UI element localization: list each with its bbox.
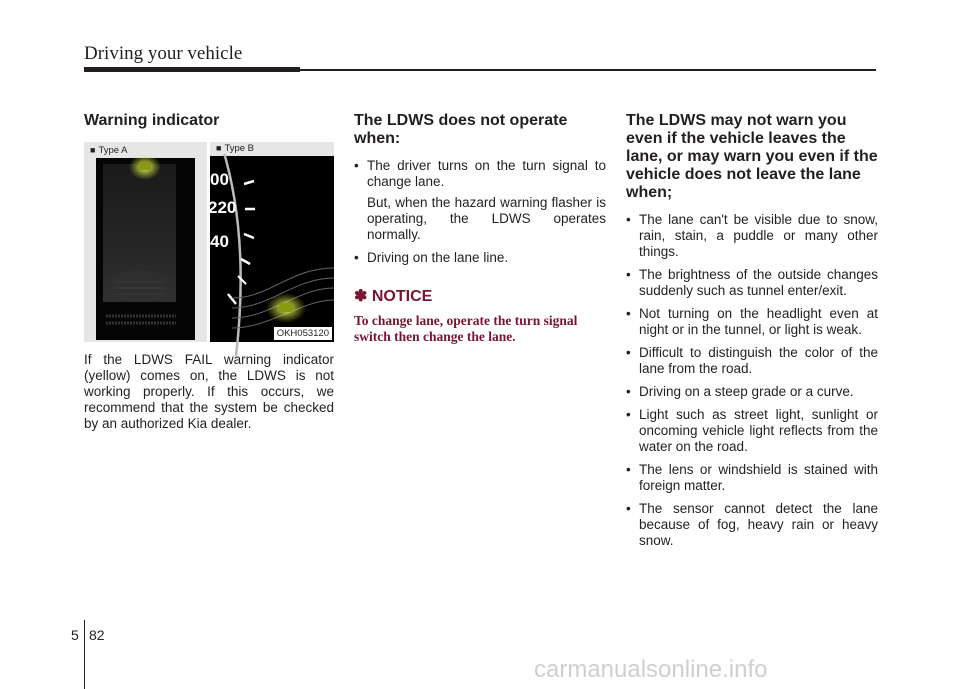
type-a-display — [103, 164, 176, 302]
column-ldws-not-operate — [354, 112, 606, 345]
notice-title: ✽ NOTICE — [354, 288, 433, 305]
section-heading-ldws-may-not-warn: The LDWS may not warn you even if the vehicle leaves the lane, or may warn you even if the vehicle does not leave the lane when; — [626, 112, 878, 201]
list-item: • Difficult to distinguish the color of the lane from the road. — [626, 345, 878, 376]
gauge-number-40: 40 — [210, 232, 229, 251]
list-item: • The lane can't be visible due to snow, rain, stain, a puddle or many other things. — [626, 212, 878, 259]
figure-code: OKH053120 — [274, 327, 332, 340]
list-item: • Driving on the lane line. — [354, 250, 509, 265]
warning-indicator-paragraph: If the LDWS FAIL warning indicator (yellow) comes on, the LDWS is not working properly. If this occurs, we recommend that the system be checked by an authorized Kia dealer. — [84, 352, 334, 431]
lane-warning-icon — [129, 154, 161, 180]
column-warning-indicator — [84, 112, 334, 432]
type-a-display-graphic — [103, 164, 176, 302]
ldws-may-not-warn-list — [626, 212, 878, 549]
list-item: • Not turning on the headlight even at night or in the tunnel, or light is weak. — [626, 306, 878, 337]
list-item: • Light such as street light, sunlight or oncoming vehicle light reflects from the water on the road. — [626, 407, 878, 454]
type-a-small-text-graphic — [102, 310, 182, 332]
section-heading-ldws-not-operate: The LDWS does not operate when: — [354, 112, 568, 147]
type-b-cluster — [210, 156, 334, 342]
type-a-panel — [84, 142, 207, 342]
list-item: • The sensor cannot detect the lane because of fog, heavy rain or heavy snow. — [626, 501, 878, 548]
type-a-label: ■ Type A — [90, 145, 128, 156]
type-b-panel — [210, 142, 334, 342]
page-number: 82 — [89, 627, 105, 643]
list-item: • The brightness of the outside changes suddenly such as tunnel enter/exit. — [626, 267, 878, 298]
watermark[interactable]: carmanualsonline.info — [534, 656, 768, 683]
notice-text: To change lane, operate the turn signal switch then change the lane. — [354, 313, 578, 344]
gauge-number-20: 220 — [208, 198, 237, 217]
list-item: • Driving on a steep grade or a curve. — [626, 384, 854, 399]
ldws-not-operate-list — [354, 158, 606, 266]
column-ldws-may-not-warn — [626, 112, 878, 556]
section-heading-warning-indicator: Warning indicator — [84, 112, 220, 129]
section-number: 5 — [71, 627, 79, 643]
footer-divider — [84, 620, 85, 689]
header-rule — [84, 69, 876, 71]
list-item: • The driver turns on the turn signal to change lane. But, when the hazard warning flasher is operating, the LDWS operates normally. — [354, 158, 606, 242]
warning-indicator-illustration — [84, 142, 334, 342]
type-b-label: ■ Type B — [216, 143, 255, 154]
list-item: • The lens or windshield is stained with foreign matter. — [626, 462, 878, 493]
gauge-number-00: 00 — [210, 170, 229, 189]
list-item-subtext: But, when the hazard warning flasher is operating, the LDWS operates normally. — [367, 195, 606, 242]
page-header-title: Driving your vehicle — [84, 43, 243, 64]
